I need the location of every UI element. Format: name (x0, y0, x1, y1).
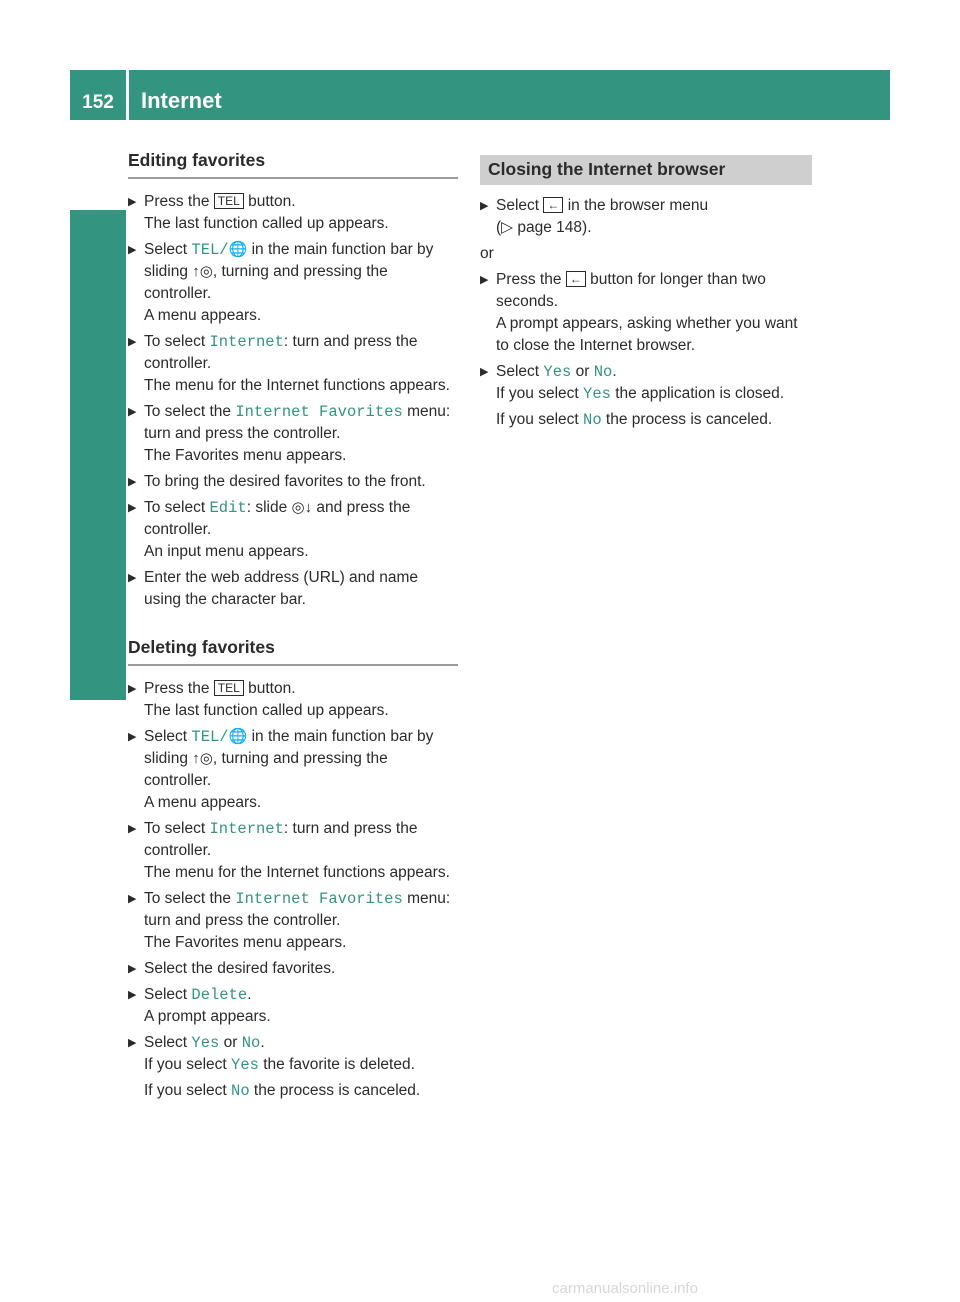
back-icon: ← (566, 271, 586, 287)
list-item: ▶ Select TEL/🌐 in the main function bar by sliding ↑◎, turning and pressing the controller. A menu appears. (128, 241, 434, 324)
controller-icon: ◎↓ (291, 499, 313, 516)
section-title: Internet (141, 88, 222, 113)
bullet-arrow-icon: ▶ (128, 989, 137, 1001)
list-item: ▶ To select Internet: turn and press the controller. The menu for the Internet functions appears. (128, 820, 450, 881)
globe-icon: 🌐 (228, 241, 248, 258)
bullet-arrow-icon: ▶ (128, 1037, 137, 1049)
list-item: ▶ To select Edit: slide ◎↓ and press the controller. An input menu appears. (128, 499, 411, 560)
closing-browser-heading: Closing the Internet browser (480, 155, 812, 185)
list-item: ▶ Select ← in the browser menu (▷ page 148). (480, 197, 709, 236)
list-item: ▶ To select Internet: turn and press the controller. The menu for the Internet functions appears. (128, 333, 450, 394)
deleting-favorites-heading: Deleting favorites (128, 637, 458, 666)
bullet-arrow-icon: ▶ (128, 893, 137, 905)
bullet-arrow-icon: ▶ (480, 274, 489, 286)
header-separator (126, 70, 129, 120)
page-number: 152 (82, 92, 114, 113)
bullet-arrow-icon: ▶ (128, 823, 137, 835)
bullet-arrow-icon: ▶ (128, 572, 137, 584)
watermark: carmanualsonline.info (552, 1280, 698, 1297)
controller-icon: ↑◎ (192, 263, 213, 280)
list-item: ▶ Select Yes or No. If you select Yes the favorite is deleted. If you select No the process is canceled. (128, 1034, 421, 1100)
list-item: ▶ Select Delete. A prompt appears. (128, 986, 271, 1025)
list-item: ▶ Press the TEL button. The last function called up appears. (128, 193, 389, 232)
bullet-arrow-icon: ▶ (128, 476, 137, 488)
bullet-arrow-icon: ▶ (128, 731, 137, 743)
list-item: ▶ Select TEL/🌐 in the main function bar by sliding ↑◎, turning and pressing the controller. A menu appears. (128, 728, 434, 811)
bullet-arrow-icon: ▶ (128, 683, 137, 695)
controller-icon: ↑◎ (192, 750, 213, 767)
bullet-arrow-icon: ▶ (128, 244, 137, 256)
list-item: ▶ Select the desired favorites. (128, 958, 458, 980)
back-icon: ← (543, 197, 563, 213)
editing-favorites-heading: Editing favorites (128, 150, 458, 179)
or-text: or (480, 245, 494, 262)
list-item: ▶ Press the ← button for longer than two seconds. A prompt appears, asking whether you want to close the Internet browser. (480, 271, 798, 354)
bullet-arrow-icon: ▶ (128, 502, 137, 514)
bullet-arrow-icon: ▶ (128, 406, 137, 418)
list-item: ▶ Press the TEL button. The last function called up appears. (128, 680, 389, 719)
bullet-arrow-icon: ▶ (128, 963, 137, 975)
bullet-arrow-icon: ▶ (480, 366, 489, 378)
list-item: ▶ To select the Internet Favorites menu: turn and press the controller. The Favorites menu appears. (128, 403, 451, 464)
globe-icon: 🌐 (228, 728, 248, 745)
left-column (128, 150, 458, 1106)
side-tab-label: Online and Internet (85, 499, 110, 700)
list-item: ▶ Enter the web address (URL) and name using the character bar. (128, 569, 418, 608)
tel-key-icon: TEL (214, 680, 244, 696)
bullet-arrow-icon: ▶ (128, 336, 137, 348)
list-item: ▶ To select the Internet Favorites menu: turn and press the controller. The Favorites menu appears. (128, 890, 451, 951)
tel-key-icon: TEL (214, 193, 244, 209)
list-item: ▶ To bring the desired favorites to the front. (128, 471, 458, 493)
right-column (480, 155, 812, 435)
bullet-arrow-icon: ▶ (480, 200, 489, 212)
bullet-arrow-icon: ▶ (128, 196, 137, 208)
list-item: ▶ Select Yes or No. If you select Yes the application is closed. If you select No the process is canceled. (480, 363, 785, 429)
